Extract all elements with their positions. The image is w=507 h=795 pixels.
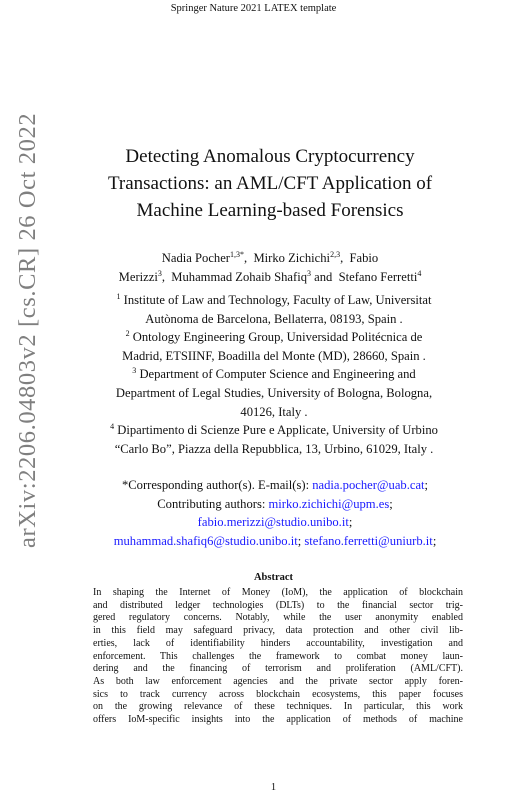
abstract-body (93, 587, 463, 727)
affiliation-number: 2 (125, 329, 130, 338)
running-head: Springer Nature 2021 LATEX template (170, 3, 337, 14)
email-link[interactable]: muhammad.shafiq6@studio.unibo.it (113, 533, 298, 548)
contributing-authors-line: Contributing authors: mirko.zichichi@upm.es; (157, 496, 393, 511)
abstract-line: As both law enforcement agencies and the private sector apply foren- (93, 675, 463, 687)
affiliation-line: Madrid, ETSIINF, Boadilla del Monte (MD), 28660, Spain . (122, 348, 426, 363)
title-line: Transactions: an AML/CFT Application of (107, 173, 433, 194)
contributing-label: Contributing authors: (157, 496, 266, 511)
contributing-authors-line: fabio.merizzi@studio.unibo.it; (197, 515, 353, 530)
abstract-line: gered regulatory concerns. Notably, while the user anonymity enabled (93, 612, 463, 624)
abstract-line: enforcement. This challenges the framework to combat money laun- (93, 650, 463, 662)
abstract-line: and distributed ledger technologies (DLTs) to the financial sector trig- (93, 599, 463, 611)
author-affiliation-marker: 1,3* (230, 249, 244, 259)
arxiv-identifier-stamp: arXiv:2206.04803v2 [cs.CR] 26 Oct 2022 (14, 112, 41, 548)
affiliation-line: Department of Legal Studies, University of Bologna, Bologna, (115, 385, 433, 400)
abstract-line: dering and the financing of terrorism and proliferation (AML/CFT). (93, 663, 463, 675)
corresponding-label: *Corresponding author(s). E-mail(s): (121, 478, 310, 492)
author-affiliation-marker: 3 (157, 268, 162, 278)
abstract-line: offers IoM-specific insights into the application of methods of machine (93, 714, 463, 726)
author-name: Muhammad Zohaib Shafiq (171, 270, 307, 284)
author-line: Nadia Pocher$^{1,3*}$, Mirko Zichichi$^{2,3}$, Fabio (161, 249, 379, 265)
author-list (80, 249, 460, 287)
email-link[interactable]: nadia.pocher@uab.cat (312, 478, 425, 492)
affiliation-line: Autònoma de Barcelona, Bellaterra, 08193, Spain . (145, 311, 403, 326)
abstract-line: sics to track currency across blockchain ecosystems, this paper focuses (93, 688, 463, 700)
author-affiliation-marker: 3 (307, 268, 311, 278)
contact-emails (60, 476, 490, 550)
title-line: Machine Learning-based Forensics (136, 200, 404, 221)
abstract-line: erties, lack of identifiability hinders accountability, investigation and (93, 637, 463, 649)
page-number: 1 (270, 782, 277, 793)
affiliation-line: $^1$ Institute of Law and Technology, Faculty of Law, Universitat (116, 291, 432, 307)
affiliation-line: 40126, Italy . (240, 404, 308, 419)
abstract-heading: Abstract (253, 572, 294, 583)
affiliation-number: 1 (116, 291, 121, 301)
title-line: Detecting Anomalous Cryptocurrency (125, 146, 415, 167)
paper-title (60, 143, 480, 224)
author-name-part: Merizzi (118, 270, 158, 284)
author-name: Stefano Ferretti (338, 270, 418, 284)
affiliation-number: 3 (132, 366, 137, 376)
email-link[interactable]: fabio.merizzi@studio.unibo.it (197, 515, 349, 530)
abstract-line: In shaping the Internet of Money (IoM), the application of blockchain (93, 587, 463, 598)
affiliation-line: “Carlo Bo”, Piazza della Repubblica, 13, Urbino, 61029, Italy . (114, 441, 434, 456)
abstract-line: in this field may safeguard privacy, data protection and other civil lib- (93, 625, 463, 637)
affiliation-line: $^2$ Ontology Engineering Group, Universidad Politécnica de (125, 329, 423, 345)
author-line: Merizzi$^3$, Muhammad Zohaib Shafiq$^3$ and Stefano Ferretti$^4$ (118, 268, 422, 284)
affiliation-line: $^4$ Dipartimento di Scienze Pure e Applicate, University of Urbino (110, 421, 438, 438)
email-link[interactable]: stefano.ferretti@uniurb.it (304, 533, 433, 548)
affiliation-list (78, 291, 470, 458)
author-affiliation-marker: 4 (417, 268, 422, 278)
affiliation-number: 4 (110, 421, 115, 431)
author-name: Nadia Pocher (161, 251, 230, 265)
author-name: Mirko Zichichi (253, 251, 331, 265)
author-affiliation-marker: 2,3 (330, 249, 341, 259)
email-link[interactable]: mirko.zichichi@upm.es (268, 496, 390, 511)
affiliation-line: $^3$ Department of Computer Science and Engineering and (132, 366, 416, 382)
contributing-authors-line: muhammad.shafiq6@studio.unibo.it; stefano.ferretti@uniurb.it; (113, 533, 437, 548)
author-name-part: Fabio (349, 251, 379, 265)
corresponding-author-line: *Corresponding author(s). E-mail(s): nadia.pocher@uab.cat; (121, 478, 429, 492)
abstract-line: on the growing relevance of these techniques. In particular, this work (93, 701, 463, 713)
